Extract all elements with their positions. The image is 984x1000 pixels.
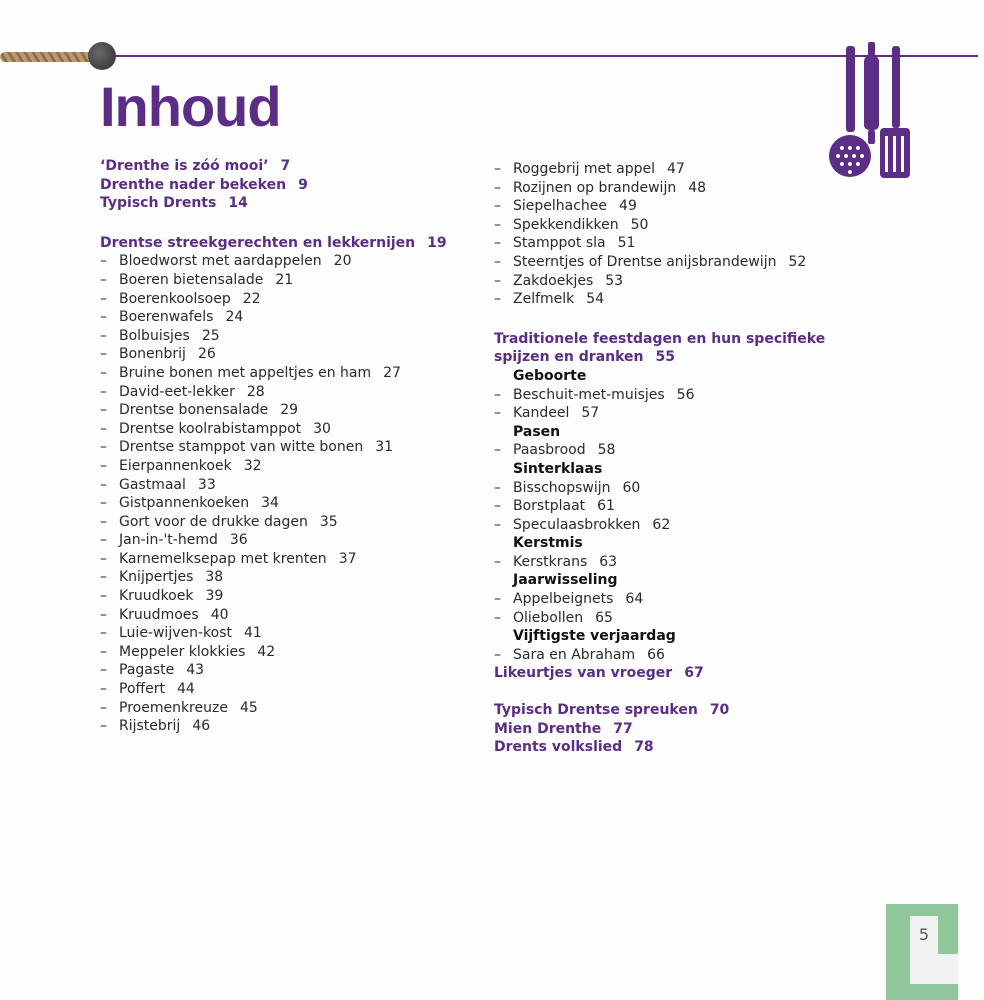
page-number: 5 <box>910 916 938 954</box>
spacer <box>494 683 825 701</box>
item-page: 63 <box>599 553 618 570</box>
item-label: Zakdoekjes <box>513 272 594 289</box>
list-dash: – <box>494 609 501 626</box>
item-page: 29 <box>280 402 299 419</box>
toc-item[interactable] <box>494 272 825 291</box>
list-dash: – <box>100 569 107 586</box>
entry-label: Drents volkslied <box>494 739 623 756</box>
item-page: 66 <box>647 646 665 663</box>
list-dash: – <box>100 327 107 344</box>
item-page: 35 <box>319 513 338 530</box>
item-label: Zelfmelk <box>513 291 575 308</box>
toc-section-line2[interactable] <box>494 348 825 367</box>
toc-item[interactable] <box>100 327 447 346</box>
entry-label: Drenthe nader bekeken <box>100 176 287 193</box>
list-dash: – <box>494 253 501 270</box>
list-dash: – <box>494 442 501 459</box>
item-label: Pagaste <box>119 662 175 679</box>
item-label: Jan-in-'t-hemd <box>119 532 218 549</box>
item-label: Meppeler klokkies <box>119 643 246 660</box>
item-label: Paasbrood <box>513 442 586 459</box>
item-page: 44 <box>177 681 195 698</box>
item-page: 43 <box>186 662 205 679</box>
spacer <box>494 309 825 330</box>
item-label: Oliebollen <box>513 609 584 626</box>
toc-item[interactable] <box>100 420 447 439</box>
section-label: spijzen en dranken <box>494 349 644 366</box>
item-page: 39 <box>205 588 224 605</box>
list-dash: – <box>100 402 107 419</box>
toc-item[interactable] <box>100 717 447 736</box>
item-label: Roggebrij met appel <box>513 161 655 177</box>
list-dash: – <box>100 290 107 307</box>
item-label: Drentse stamppot van witte bonen <box>119 439 364 456</box>
toc-group-heading: Sinterklaas <box>513 460 603 477</box>
list-dash: – <box>100 550 107 567</box>
toc-item[interactable] <box>494 404 825 423</box>
item-label: Drentse bonensalade <box>119 402 269 419</box>
item-page: 24 <box>225 309 244 326</box>
toc-entry[interactable] <box>494 738 825 757</box>
toc-item[interactable] <box>100 587 447 606</box>
toc-item[interactable] <box>100 624 447 643</box>
item-label: Boerenkoolsoep <box>119 290 231 307</box>
toc-item[interactable] <box>100 476 447 495</box>
section-label: Traditionele feestdagen en hun specifieke <box>494 330 826 347</box>
page-number-tab <box>886 904 958 1000</box>
toc-item[interactable] <box>494 234 825 253</box>
item-page: 20 <box>333 253 352 270</box>
spacer <box>100 213 447 234</box>
page-tab-decoration <box>910 954 958 984</box>
list-dash: – <box>100 476 107 493</box>
item-page: 36 <box>229 532 248 549</box>
toc-item[interactable] <box>100 531 447 550</box>
toc-item[interactable] <box>100 699 447 718</box>
item-page: 51 <box>617 235 636 252</box>
toc-item[interactable] <box>100 438 447 457</box>
item-label: Bisschopswijn <box>513 479 611 496</box>
list-dash: – <box>494 198 501 215</box>
item-page: 32 <box>243 457 262 474</box>
toc-item[interactable] <box>100 513 447 532</box>
toc-item[interactable] <box>494 216 825 235</box>
toc-group-heading: Pasen <box>513 423 561 440</box>
toc-item[interactable] <box>100 271 447 290</box>
item-page: 56 <box>676 386 695 403</box>
item-page: 54 <box>586 291 605 308</box>
item-label: Luie-wijven-kost <box>119 625 232 642</box>
toc-item[interactable] <box>494 253 825 272</box>
toc-entry[interactable] <box>494 720 825 739</box>
toc-item[interactable] <box>494 386 825 405</box>
page-title: Inhoud <box>100 75 281 138</box>
list-dash: – <box>494 179 501 196</box>
item-page: 48 <box>688 179 707 196</box>
entry-page: 67 <box>684 665 704 682</box>
entry-page: 78 <box>634 739 654 756</box>
entry-label: Typisch Drents <box>100 195 217 212</box>
binding-hole-icon <box>88 42 116 70</box>
item-page: 31 <box>375 439 394 456</box>
item-label: Stamppot sla <box>513 235 606 252</box>
list-dash: – <box>494 161 501 177</box>
list-dash: – <box>100 681 107 698</box>
entry-page: 7 <box>280 158 291 174</box>
item-page: 33 <box>197 476 216 493</box>
item-label: Appelbeignets <box>513 591 614 608</box>
toc-item[interactable] <box>100 606 447 625</box>
list-dash: – <box>100 420 107 437</box>
item-label: Eierpannenkoek <box>119 457 232 474</box>
toc-item[interactable] <box>100 568 447 587</box>
toc-item[interactable] <box>100 661 447 680</box>
toc-group-heading: Vijftigste verjaardag <box>513 628 676 645</box>
item-page: 37 <box>338 550 357 567</box>
item-label: Drentse koolrabistamppot <box>119 420 302 437</box>
item-label: Gort voor de drukke dagen <box>119 513 308 530</box>
item-label: Karnemelksepap met krenten <box>119 550 327 567</box>
item-page: 62 <box>652 516 671 533</box>
toc-item[interactable] <box>494 590 825 609</box>
list-dash: – <box>100 309 107 326</box>
list-dash: – <box>100 383 107 400</box>
entry-label: Typisch Drentse spreuken <box>494 702 698 719</box>
item-label: Siepelhachee <box>513 198 608 215</box>
toc-item[interactable] <box>100 643 447 662</box>
item-label: Sara en Abraham <box>513 646 636 663</box>
item-page: 52 <box>788 253 807 270</box>
toc-group-heading: Jaarwisseling <box>513 572 618 589</box>
item-label: Spekkendikken <box>513 216 619 233</box>
list-dash: – <box>494 591 501 608</box>
item-label: Bloedworst met aardappelen <box>119 253 322 270</box>
toc-item[interactable] <box>100 345 447 364</box>
item-page: 58 <box>597 442 616 459</box>
list-dash: – <box>100 643 107 660</box>
item-page: 60 <box>622 479 641 496</box>
toc-item[interactable] <box>494 609 825 628</box>
entry-page: 9 <box>298 176 308 193</box>
item-label: Rijstebrij <box>119 718 181 735</box>
list-dash: – <box>100 718 107 735</box>
item-page: 22 <box>242 290 261 307</box>
list-dash: – <box>494 498 501 515</box>
toc-item[interactable] <box>494 441 825 460</box>
item-label: Borstplaat <box>513 498 586 515</box>
item-page: 49 <box>619 198 637 215</box>
item-page: 27 <box>383 364 401 381</box>
list-dash: – <box>100 699 107 716</box>
toc-left-column <box>100 157 447 736</box>
toc-item[interactable] <box>494 290 825 309</box>
toc-item[interactable] <box>100 494 447 513</box>
item-page: 45 <box>239 699 258 716</box>
toc-item[interactable] <box>100 401 447 420</box>
list-dash: – <box>100 588 107 605</box>
entry-label: ‘Drenthe is zóó mooi’ <box>100 158 269 174</box>
item-page: 30 <box>313 420 331 437</box>
toc-item[interactable] <box>100 308 447 327</box>
list-dash: – <box>494 291 501 308</box>
toc-entry[interactable] <box>100 176 447 195</box>
list-dash: – <box>494 216 501 233</box>
item-label: Steerntjes of Drentse anijsbrandewijn <box>513 253 777 270</box>
list-dash: – <box>100 253 107 270</box>
item-page: 42 <box>257 643 276 660</box>
toc-item[interactable] <box>494 553 825 572</box>
toc-item[interactable] <box>494 160 825 179</box>
list-dash: – <box>100 625 107 642</box>
item-page: 25 <box>201 327 220 344</box>
list-dash: – <box>494 405 501 422</box>
item-label: Gastmaal <box>119 476 186 493</box>
toc-holiday-groups <box>494 367 825 665</box>
list-dash: – <box>100 346 107 363</box>
toc-section[interactable] <box>100 234 447 253</box>
item-label: Boeren bietensalade <box>119 271 264 288</box>
list-dash: – <box>494 272 501 289</box>
item-label: Bruine bonen met appeltjes en ham <box>119 364 372 381</box>
list-dash: – <box>100 439 107 456</box>
item-label: Bolbuisjes <box>119 327 190 344</box>
item-label: David-eet-lekker <box>119 383 235 400</box>
item-label: Proemenkreuze <box>119 699 228 716</box>
item-label: Beschuit-met-muisjes <box>513 386 665 403</box>
section-page: 19 <box>427 234 447 251</box>
toc-item[interactable] <box>100 290 447 309</box>
item-page: 46 <box>192 718 211 735</box>
toc-right-items <box>494 160 825 309</box>
list-dash: – <box>494 479 501 496</box>
item-label: Boerenwafels <box>119 309 214 326</box>
list-dash: – <box>100 495 107 512</box>
entry-page: 77 <box>613 720 633 737</box>
list-dash: – <box>100 513 107 530</box>
toc-item[interactable] <box>100 252 447 271</box>
list-dash: – <box>494 553 501 570</box>
toc-right-column <box>494 160 825 757</box>
toc-item[interactable] <box>494 479 825 498</box>
item-page: 50 <box>630 216 649 233</box>
item-label: Kruudmoes <box>119 606 199 623</box>
item-page: 65 <box>595 609 613 626</box>
item-page: 34 <box>261 495 279 512</box>
entry-page: 70 <box>709 702 730 719</box>
list-dash: – <box>100 457 107 474</box>
item-page: 26 <box>197 346 216 363</box>
entry-label: Mien Drenthe <box>494 720 602 737</box>
list-dash: – <box>100 606 107 623</box>
toc-item[interactable] <box>100 680 447 699</box>
toc-section-line1[interactable] <box>494 330 825 349</box>
item-page: 61 <box>597 498 615 515</box>
list-dash: – <box>494 516 501 533</box>
toc-left-items <box>100 252 447 735</box>
toc-entry[interactable] <box>494 664 825 683</box>
item-label: Rozijnen op brandewijn <box>513 179 677 196</box>
toc-item[interactable] <box>494 646 825 665</box>
toc-item[interactable] <box>494 197 825 216</box>
item-page: 41 <box>244 625 262 642</box>
item-page: 40 <box>210 606 229 623</box>
item-page: 53 <box>605 272 624 289</box>
list-dash: – <box>494 235 501 252</box>
item-label: Knijpertjes <box>119 569 194 586</box>
item-label: Gistpannenkoeken <box>119 495 250 512</box>
kitchen-utensils-icon <box>822 38 918 188</box>
toc-item[interactable] <box>100 364 447 383</box>
toc-item[interactable] <box>100 550 447 569</box>
toc-item[interactable] <box>100 457 447 476</box>
toc-entry[interactable] <box>100 157 447 176</box>
toc-item[interactable] <box>494 179 825 198</box>
item-page: 28 <box>246 383 265 400</box>
item-page: 21 <box>275 271 294 288</box>
item-label: Kerstkrans <box>513 553 588 570</box>
item-label: Speculaasbrokken <box>513 516 641 533</box>
toc-group-heading: Geboorte <box>513 367 587 384</box>
entry-page: 14 <box>228 195 248 212</box>
toc-item[interactable] <box>100 383 447 402</box>
list-dash: – <box>100 271 107 288</box>
item-page: 47 <box>666 161 685 177</box>
item-label: Poffert <box>119 681 166 698</box>
section-page: 55 <box>655 349 675 366</box>
item-label: Bonenbrij <box>119 346 186 363</box>
item-page: 38 <box>205 569 224 586</box>
toc-entry[interactable] <box>100 194 447 213</box>
item-label: Kruudkoek <box>119 588 194 605</box>
list-dash: – <box>100 364 107 381</box>
toc-item[interactable] <box>494 497 825 516</box>
item-label: Kandeel <box>513 405 570 422</box>
list-dash: – <box>494 646 501 663</box>
section-label: Drentse streekgerechten en lekkernijen <box>100 234 416 251</box>
toc-entry[interactable] <box>494 701 825 720</box>
toc-group-heading: Kerstmis <box>513 535 583 552</box>
item-page: 64 <box>625 591 644 608</box>
list-dash: – <box>100 662 107 679</box>
toc-item[interactable] <box>494 516 825 535</box>
list-dash: – <box>494 386 501 403</box>
item-page: 57 <box>581 405 600 422</box>
entry-label: Likeurtjes van vroeger <box>494 665 673 682</box>
list-dash: – <box>100 532 107 549</box>
